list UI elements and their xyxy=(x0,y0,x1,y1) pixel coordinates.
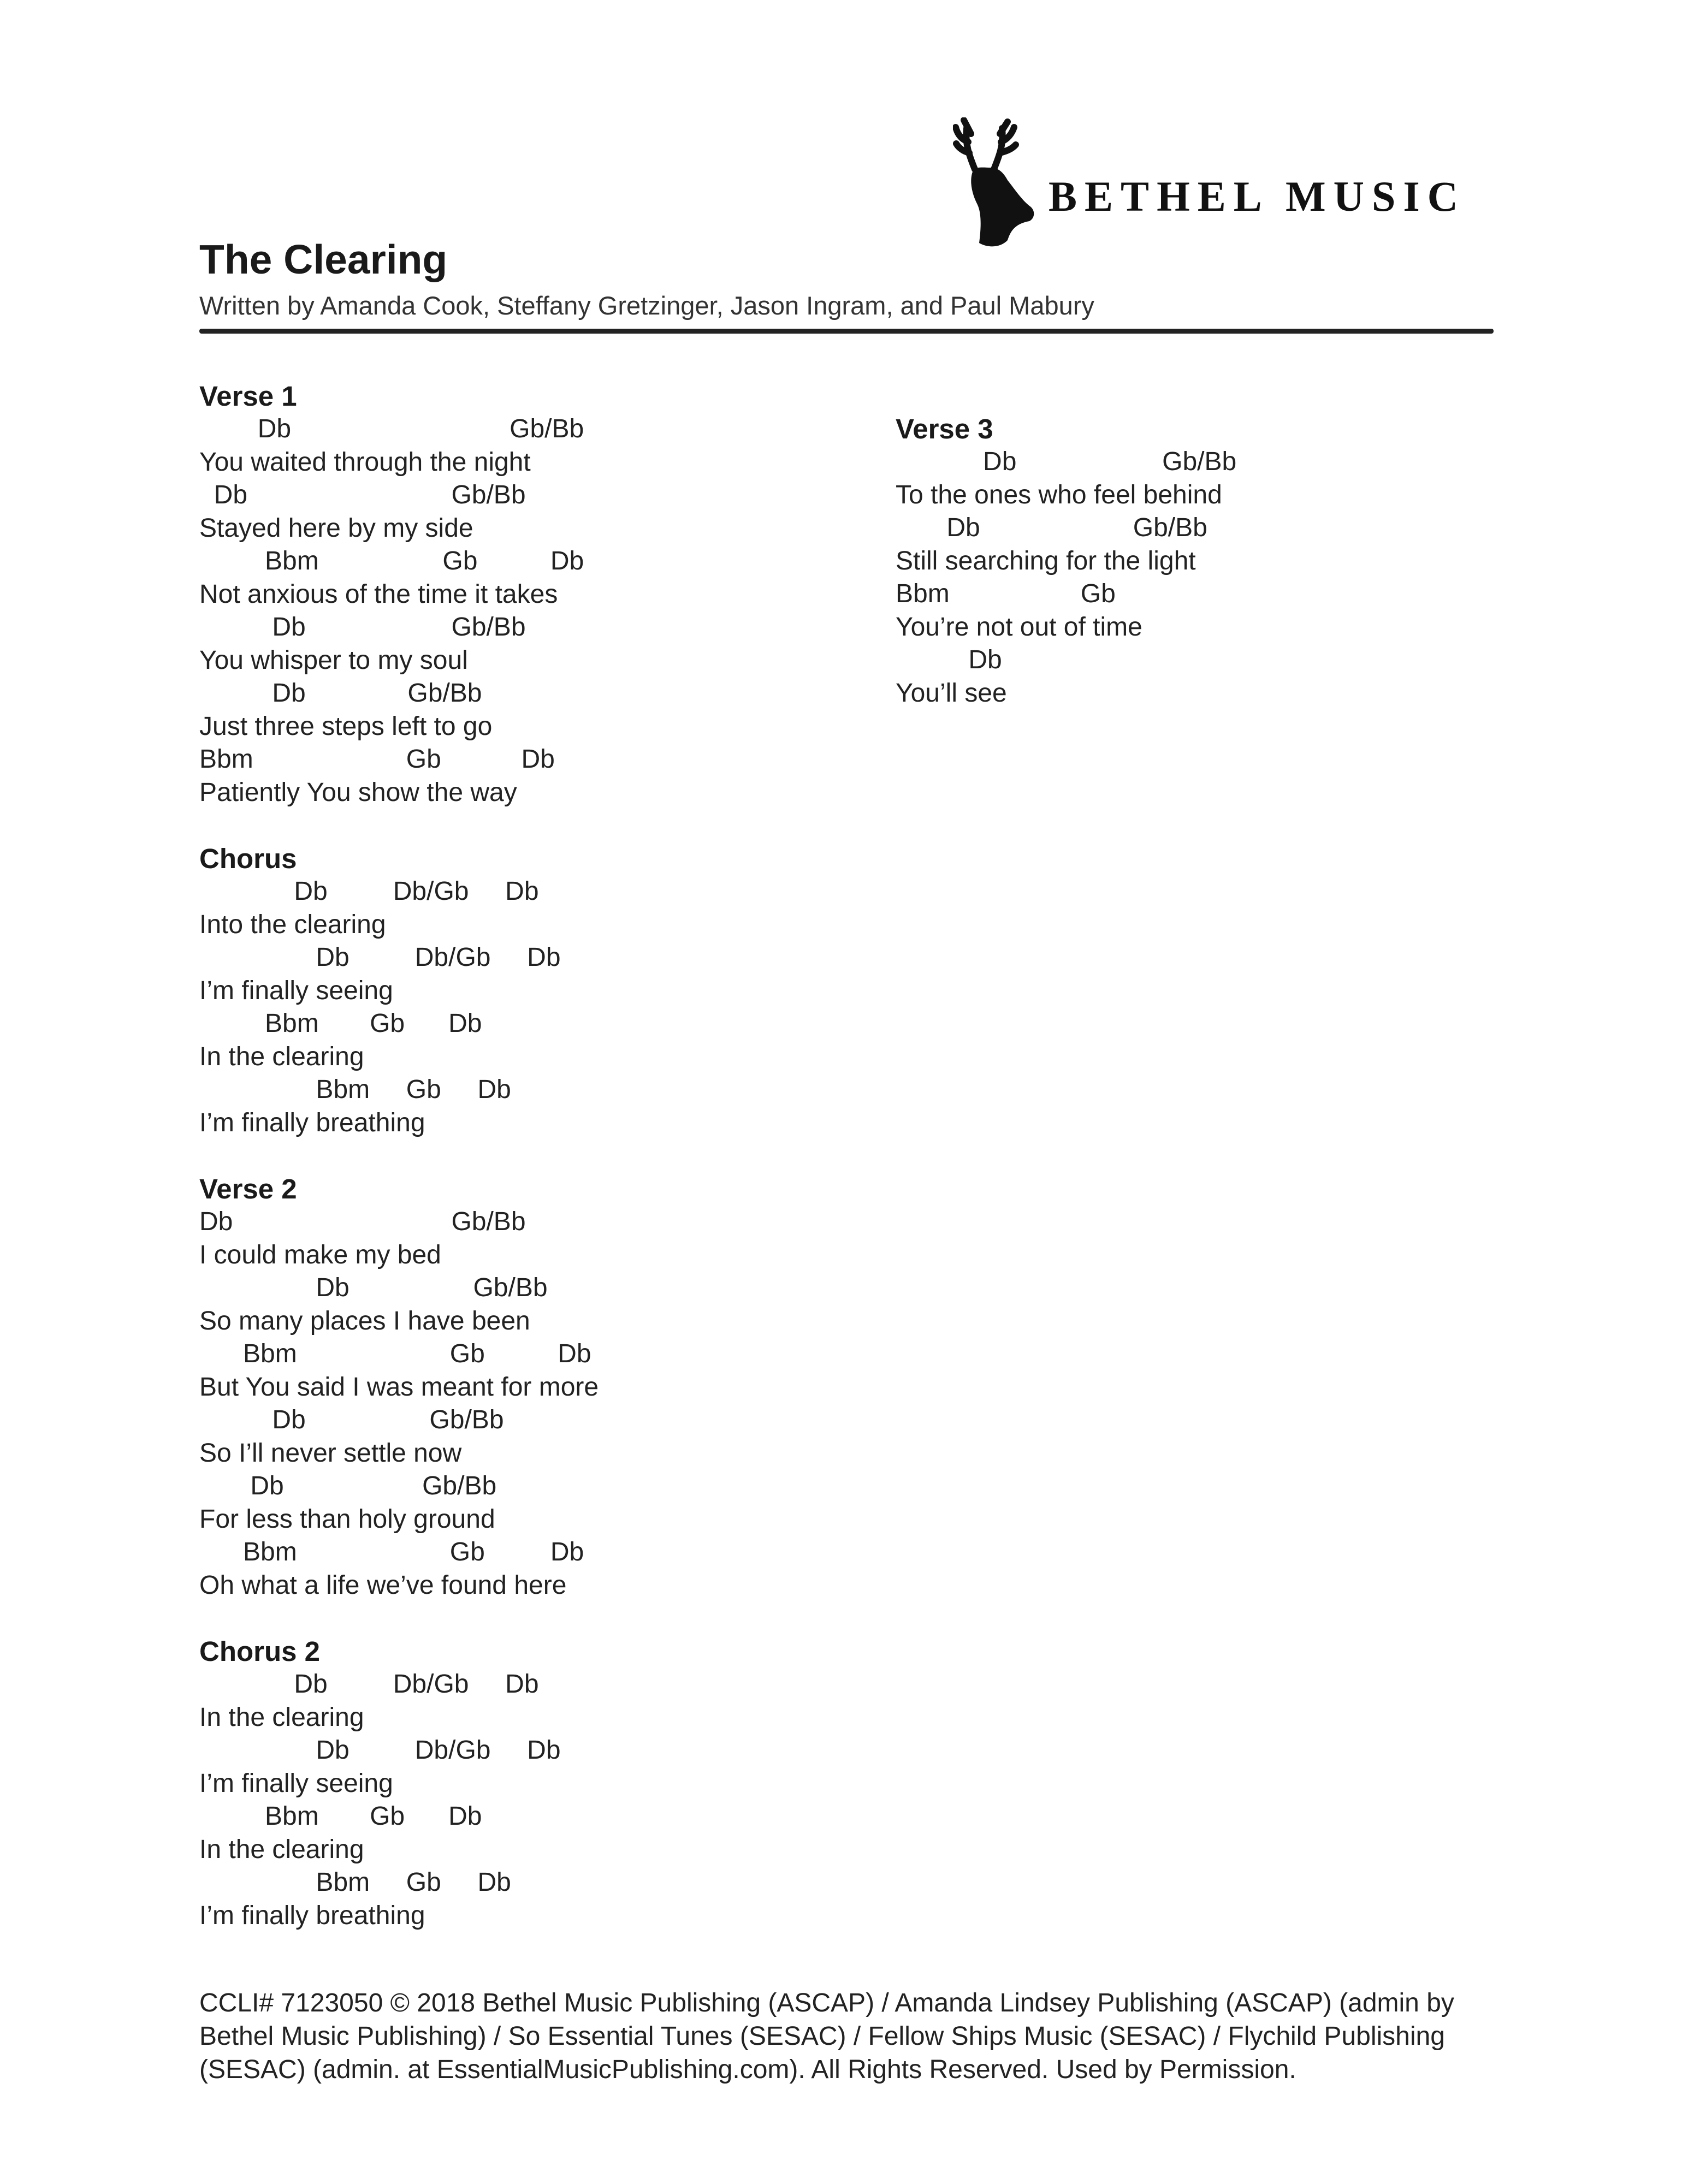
lyric-line: I’m finally seeing xyxy=(199,976,393,1005)
chord-line: Bbm Gb Db xyxy=(199,1538,584,1566)
chord-line: Db Gb/Bb xyxy=(199,480,526,509)
chord-line: Db Gb/Bb xyxy=(199,1207,526,1236)
lyric-line: I’m finally breathing xyxy=(199,1901,425,1930)
chord-line: Db Gb/Bb xyxy=(199,613,526,642)
lyric-line: Still searching for the light xyxy=(896,546,1196,575)
lyric-line: Stayed here by my side xyxy=(199,513,473,543)
copyright-footer: CCLI# 7123050 © 2018 Bethel Music Publishing (ASCAP) / Amanda Lindsey Publishing (ASCAP) (admin by Bethel Music Publishing) / So Essential Tunes (SESAC) / Fellow Ships Music (SESAC) / Flychild Publishing (SESAC) (admin. at EssentialMusicPublishing.com). All Rights Reserved. Used by Permission. xyxy=(199,1989,1454,2084)
chord-line: Db xyxy=(896,645,1002,674)
lyric-line: I’m finally seeing xyxy=(199,1768,393,1798)
right-column xyxy=(896,412,1496,743)
lyric-line: In the clearing xyxy=(199,1702,364,1732)
chord-line: Db Gb/Bb xyxy=(199,1471,497,1500)
section-title: Chorus xyxy=(199,843,297,874)
lyric-line: You’re not out of time xyxy=(896,612,1142,642)
song-section xyxy=(199,842,855,1140)
song-credits: Written by Amanda Cook, Steffany Gretzinger, Jason Ingram, and Paul Mabury xyxy=(199,291,1094,320)
chord-line: Db Gb/Bb xyxy=(199,1405,504,1434)
song-section xyxy=(199,379,855,809)
lyric-line: You waited through the night xyxy=(199,447,531,477)
lyric-line: Patiently You show the way xyxy=(199,778,517,807)
lyric-line: You whisper to my soul xyxy=(199,645,468,675)
chord-line: Db Gb/Bb xyxy=(896,447,1237,476)
song-header xyxy=(199,232,1494,325)
chord-line: Bbm Gb Db xyxy=(199,547,584,575)
chord-line: Bbm Gb Db xyxy=(199,1868,511,1897)
lyric-line: I’m finally breathing xyxy=(199,1108,425,1137)
song-title: The Clearing xyxy=(199,236,448,282)
chord-line: Bbm Gb Db xyxy=(199,1339,591,1368)
chord-line: Db Gb/Bb xyxy=(199,679,482,708)
brand-name: BETHEL MUSIC xyxy=(1049,173,1466,220)
lyric-line: In the clearing xyxy=(199,1042,364,1071)
lyric-line: Into the clearing xyxy=(199,910,386,939)
lyric-line: But You said I was meant for more xyxy=(199,1372,599,1402)
lyric-line: To the ones who feel behind xyxy=(896,480,1222,509)
left-column xyxy=(199,379,855,1965)
song-section xyxy=(199,1635,855,1932)
chord-line: Bbm Gb Db xyxy=(199,745,555,774)
section-title: Verse 1 xyxy=(199,381,297,412)
chord-line: Db Gb/Bb xyxy=(199,1273,548,1302)
chord-line: Bbm Gb Db xyxy=(199,1009,482,1038)
header-divider xyxy=(199,329,1494,334)
chord-line: Db Gb/Bb xyxy=(896,513,1207,542)
chord-line: Db Db/Gb Db xyxy=(199,1736,561,1765)
lyric-line: For less than holy ground xyxy=(199,1504,495,1534)
lyric-line: In the clearing xyxy=(199,1835,364,1864)
chord-line: Bbm Gb xyxy=(896,579,1116,608)
lyric-line: Just three steps left to go xyxy=(199,711,493,741)
lyric-line: So many places I have been xyxy=(199,1306,530,1336)
lyric-line: So I’ll never settle now xyxy=(199,1438,462,1468)
lyric-line: Oh what a life we’ve found here xyxy=(199,1570,567,1600)
chord-line: Db Db/Gb Db xyxy=(199,943,561,972)
song-section xyxy=(896,412,1496,710)
lyric-line: I could make my bed xyxy=(199,1240,441,1269)
chord-line: Bbm Gb Db xyxy=(199,1802,482,1831)
section-title: Chorus 2 xyxy=(199,1636,321,1667)
song-section xyxy=(199,1172,855,1602)
chord-line: Bbm Gb Db xyxy=(199,1075,511,1104)
chord-line: Db Db/Gb Db xyxy=(199,877,539,906)
section-title: Verse 2 xyxy=(199,1173,297,1204)
chord-line: Db Gb/Bb xyxy=(199,414,584,443)
lyric-line: Not anxious of the time it takes xyxy=(199,579,558,609)
lyric-line: You’ll see xyxy=(896,678,1007,708)
section-title: Verse 3 xyxy=(896,413,993,444)
chord-line: Db Db/Gb Db xyxy=(199,1670,539,1699)
